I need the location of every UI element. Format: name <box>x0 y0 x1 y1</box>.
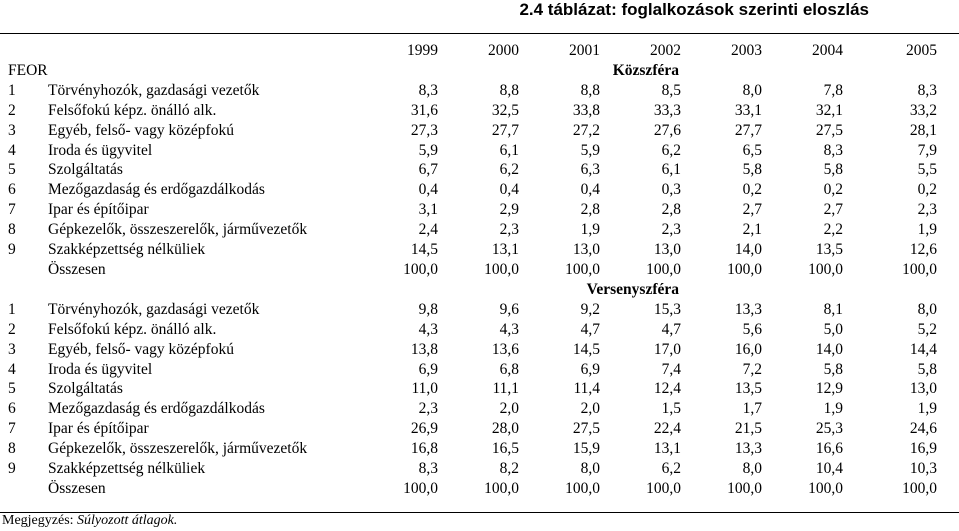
value-cell: 0,4 <box>580 181 600 199</box>
value-cell: 2,0 <box>499 400 519 418</box>
value-cell: 6,2 <box>661 460 681 478</box>
value-cell: 27,7 <box>491 121 519 139</box>
value-cell: 15,9 <box>572 440 600 458</box>
value-cell: 8,3 <box>823 141 843 159</box>
value-cell: 100,0 <box>902 479 937 497</box>
feor-code: 8 <box>8 440 16 458</box>
table-row <box>0 160 959 180</box>
occupation-label: Törvényhozók, gazdasági vezetők <box>48 300 260 318</box>
value-cell: 13,3 <box>734 300 762 318</box>
value-cell: 31,6 <box>410 101 438 119</box>
year-header: 2004 <box>812 42 843 59</box>
occupation-label: Gépkezelők, összeszerelők, járművezetők <box>48 440 308 458</box>
value-cell: 2,7 <box>742 201 762 219</box>
occupation-label: Összesen <box>48 260 106 278</box>
feor-code: 2 <box>8 320 16 338</box>
value-cell: 6,2 <box>499 161 519 179</box>
value-cell: 100,0 <box>646 260 681 278</box>
value-cell: 13,3 <box>734 440 762 458</box>
value-cell: 5,9 <box>418 141 438 159</box>
value-cell: 33,8 <box>572 101 600 119</box>
value-cell: 2,3 <box>917 201 937 219</box>
occupation-label: Iroda és ügyvitel <box>48 141 153 159</box>
value-cell: 6,3 <box>580 161 600 179</box>
value-cell: 7,2 <box>742 360 762 378</box>
occupation-label: Ipar és építőipar <box>48 420 149 438</box>
feor-code: 8 <box>8 221 16 239</box>
value-cell: 8,3 <box>917 81 937 99</box>
table-row <box>0 101 959 121</box>
table-row <box>0 360 959 380</box>
value-cell: 100,0 <box>403 260 438 278</box>
table-row <box>0 320 959 340</box>
value-cell: 16,5 <box>491 440 519 458</box>
value-cell: 10,3 <box>909 460 937 478</box>
value-cell: 28,1 <box>909 121 937 139</box>
occupation-label: Mezőgazdaság és erdőgazdálkodás <box>48 400 265 418</box>
value-cell: 6,5 <box>742 141 762 159</box>
value-cell: 21,5 <box>734 420 762 438</box>
value-cell: 100,0 <box>646 479 681 497</box>
feor-code: 9 <box>8 460 16 478</box>
value-cell: 13,5 <box>734 380 762 398</box>
table-title: 2.4 táblázat: foglalkozások szerinti eloszlás <box>519 0 869 19</box>
feor-code: 5 <box>8 161 16 179</box>
section-header-row <box>0 61 959 81</box>
feor-code: 5 <box>8 380 16 398</box>
value-cell: 4,3 <box>418 320 438 338</box>
value-cell: 1,9 <box>917 221 937 239</box>
value-cell: 0,2 <box>742 181 762 199</box>
value-cell: 1,9 <box>580 221 600 239</box>
occupation-label: Mezőgazdaság és erdőgazdálkodás <box>48 181 265 199</box>
value-cell: 8,8 <box>580 81 600 99</box>
occupation-table <box>0 41 959 499</box>
value-cell: 100,0 <box>484 479 519 497</box>
value-cell: 6,1 <box>499 141 519 159</box>
occupation-label: Szolgáltatás <box>48 380 123 398</box>
value-cell: 14,5 <box>410 241 438 259</box>
table-row <box>0 459 959 479</box>
value-cell: 25,3 <box>815 420 843 438</box>
value-cell: 28,0 <box>491 420 519 438</box>
occupation-label: Ipar és építőipar <box>48 201 149 219</box>
value-cell: 11,1 <box>492 380 519 398</box>
value-cell: 100,0 <box>727 479 762 497</box>
value-cell: 100,0 <box>727 260 762 278</box>
value-cell: 5,8 <box>823 161 843 179</box>
section-spacer <box>30 61 359 81</box>
value-cell: 7,8 <box>823 81 843 99</box>
value-cell: 8,0 <box>917 300 937 318</box>
value-cell: 6,2 <box>661 141 681 159</box>
value-cell: 12,9 <box>815 380 843 398</box>
occupation-label: Iroda és ügyvitel <box>48 360 153 378</box>
header-empty-label <box>30 41 359 61</box>
table-row <box>0 399 959 419</box>
value-cell: 1,5 <box>661 400 681 418</box>
year-header: 1999 <box>407 42 438 59</box>
value-cell: 27,7 <box>734 121 762 139</box>
occupation-label: Törvényhozók, gazdasági vezetők <box>48 81 260 99</box>
value-cell: 27,6 <box>653 121 681 139</box>
value-cell: 13,1 <box>653 440 681 458</box>
note-label: Megjegyzés: <box>2 513 74 528</box>
value-cell: 9,6 <box>499 300 519 318</box>
value-cell: 32,1 <box>815 101 843 119</box>
value-cell: 13,0 <box>572 241 600 259</box>
section-spacer <box>764 61 845 81</box>
value-cell: 5,8 <box>742 161 762 179</box>
table-note <box>2 513 177 529</box>
feor-code: 1 <box>8 300 16 318</box>
value-cell: 5,8 <box>823 360 843 378</box>
feor-code: 7 <box>8 201 16 219</box>
value-cell: 14,4 <box>909 340 937 358</box>
feor-code: 6 <box>8 400 16 418</box>
table-row <box>0 379 959 399</box>
table-row <box>0 260 959 280</box>
value-cell: 2,0 <box>580 400 600 418</box>
table-row <box>0 240 959 260</box>
value-cell: 24,6 <box>909 420 937 438</box>
value-cell: 100,0 <box>484 260 519 278</box>
section-spacer <box>683 280 764 300</box>
value-cell: 12,4 <box>653 380 681 398</box>
value-cell: 32,5 <box>491 101 519 119</box>
year-header-row <box>0 41 959 61</box>
value-cell: 5,8 <box>917 360 937 378</box>
value-cell: 1,9 <box>823 400 843 418</box>
value-cell: 13,1 <box>491 241 519 259</box>
feor-code: 2 <box>8 101 16 119</box>
value-cell: 15,3 <box>653 300 681 318</box>
feor-label <box>0 280 30 300</box>
value-cell: 4,7 <box>580 320 600 338</box>
occupation-label: Szakképzettség nélküliek <box>48 241 206 259</box>
value-cell: 0,4 <box>418 181 438 199</box>
occupation-label: Szakképzettség nélküliek <box>48 460 206 478</box>
value-cell: 8,0 <box>580 460 600 478</box>
value-cell: 6,8 <box>499 360 519 378</box>
value-cell: 4,3 <box>499 320 519 338</box>
value-cell: 12,6 <box>909 241 937 259</box>
section-header-row <box>0 280 959 300</box>
year-header: 2001 <box>569 42 600 59</box>
value-cell: 27,5 <box>572 420 600 438</box>
value-cell: 2,8 <box>580 201 600 219</box>
value-cell: 0,4 <box>499 181 519 199</box>
value-cell: 2,4 <box>418 221 438 239</box>
value-cell: 9,2 <box>580 300 600 318</box>
table-row <box>0 81 959 101</box>
value-cell: 26,9 <box>410 420 438 438</box>
value-cell: 8,8 <box>499 81 519 99</box>
value-cell: 2,1 <box>742 221 762 239</box>
feor-code: 6 <box>8 181 16 199</box>
value-cell: 27,2 <box>572 121 600 139</box>
occupation-label: Egyéb, felső- vagy középfokú <box>48 121 234 139</box>
table-row <box>0 419 959 439</box>
value-cell: 2,3 <box>499 221 519 239</box>
value-cell: 1,7 <box>742 400 762 418</box>
value-cell: 10,4 <box>815 460 843 478</box>
header-empty-code <box>0 41 30 61</box>
value-cell: 8,0 <box>742 81 762 99</box>
value-cell: 14,0 <box>815 340 843 358</box>
section-title: Versenyszféra <box>586 280 679 298</box>
value-cell: 2,7 <box>823 201 843 219</box>
section-spacer <box>683 61 764 81</box>
table-row <box>0 180 959 200</box>
value-cell: 16,8 <box>410 440 438 458</box>
value-cell: 2,8 <box>661 201 681 219</box>
occupation-label: Szolgáltatás <box>48 161 123 179</box>
occupation-label: Összesen <box>48 479 106 497</box>
value-cell: 0,3 <box>661 181 681 199</box>
feor-code: 4 <box>8 141 16 159</box>
table-row <box>0 439 959 459</box>
table-row <box>0 220 959 240</box>
value-cell: 6,9 <box>580 360 600 378</box>
value-cell: 100,0 <box>902 260 937 278</box>
feor-label: FEOR <box>8 61 48 79</box>
value-cell: 2,3 <box>661 221 681 239</box>
top-rule <box>0 33 959 34</box>
value-cell: 5,2 <box>917 320 937 338</box>
value-cell: 100,0 <box>808 479 843 497</box>
table-row <box>0 479 959 499</box>
feor-code: 1 <box>8 81 16 99</box>
value-cell: 6,9 <box>418 360 438 378</box>
value-cell: 11,4 <box>573 380 600 398</box>
feor-code: 9 <box>8 241 16 259</box>
value-cell: 22,4 <box>653 420 681 438</box>
value-cell: 5,6 <box>742 320 762 338</box>
section-spacer <box>845 61 959 81</box>
occupation-label: Gépkezelők, összeszerelők, járművezetők <box>48 221 308 239</box>
year-header: 2000 <box>488 42 519 59</box>
value-cell: 100,0 <box>808 260 843 278</box>
value-cell: 6,7 <box>418 161 438 179</box>
value-cell: 9,8 <box>418 300 438 318</box>
value-cell: 8,5 <box>661 81 681 99</box>
value-cell: 0,2 <box>917 181 937 199</box>
value-cell: 0,2 <box>823 181 843 199</box>
feor-code: 3 <box>8 340 16 358</box>
value-cell: 5,0 <box>823 320 843 338</box>
value-cell: 5,5 <box>917 161 937 179</box>
value-cell: 33,2 <box>909 101 937 119</box>
value-cell: 7,9 <box>917 141 937 159</box>
value-cell: 4,7 <box>661 320 681 338</box>
value-cell: 13,0 <box>909 380 937 398</box>
value-cell: 16,0 <box>734 340 762 358</box>
value-cell: 14,0 <box>734 241 762 259</box>
value-cell: 1,9 <box>917 400 937 418</box>
table-row <box>0 300 959 320</box>
year-header: 2002 <box>650 42 681 59</box>
section-spacer <box>30 280 359 300</box>
value-cell: 2,3 <box>418 400 438 418</box>
value-cell: 33,1 <box>734 101 762 119</box>
table-body <box>0 41 959 499</box>
year-header: 2005 <box>906 42 937 59</box>
table-row <box>0 200 959 220</box>
section-spacer <box>845 280 959 300</box>
value-cell: 100,0 <box>403 479 438 497</box>
table-row <box>0 340 959 360</box>
value-cell: 13,6 <box>491 340 519 358</box>
value-cell: 7,4 <box>661 360 681 378</box>
feor-code: 3 <box>8 121 16 139</box>
value-cell: 8,3 <box>418 81 438 99</box>
value-cell: 100,0 <box>565 260 600 278</box>
value-cell: 2,2 <box>823 221 843 239</box>
value-cell: 14,5 <box>572 340 600 358</box>
value-cell: 3,1 <box>418 201 438 219</box>
value-cell: 27,5 <box>815 121 843 139</box>
occupation-label: Egyéb, felső- vagy középfokú <box>48 340 234 358</box>
feor-code: 4 <box>8 360 16 378</box>
value-cell: 8,1 <box>823 300 843 318</box>
value-cell: 33,3 <box>653 101 681 119</box>
value-cell: 17,0 <box>653 340 681 358</box>
occupation-label: Felsőfokú képz. önálló alk. <box>48 320 217 338</box>
value-cell: 16,9 <box>909 440 937 458</box>
value-cell: 5,9 <box>580 141 600 159</box>
section-title: Közszféra <box>612 61 679 79</box>
value-cell: 100,0 <box>565 479 600 497</box>
value-cell: 13,0 <box>653 241 681 259</box>
value-cell: 8,2 <box>499 460 519 478</box>
value-cell: 2,9 <box>499 201 519 219</box>
feor-code: 7 <box>8 420 16 438</box>
occupation-label: Felsőfokú képz. önálló alk. <box>48 101 217 119</box>
value-cell: 8,3 <box>418 460 438 478</box>
value-cell: 27,3 <box>410 121 438 139</box>
value-cell: 6,1 <box>661 161 681 179</box>
value-cell: 13,8 <box>410 340 438 358</box>
year-header: 2003 <box>731 42 762 59</box>
table-row <box>0 121 959 141</box>
section-spacer <box>764 280 845 300</box>
value-cell: 16,6 <box>815 440 843 458</box>
table-row <box>0 141 959 161</box>
value-cell: 8,0 <box>742 460 762 478</box>
note-text: Súlyozott átlagok. <box>77 513 178 528</box>
value-cell: 13,5 <box>815 241 843 259</box>
value-cell: 11,0 <box>411 380 438 398</box>
